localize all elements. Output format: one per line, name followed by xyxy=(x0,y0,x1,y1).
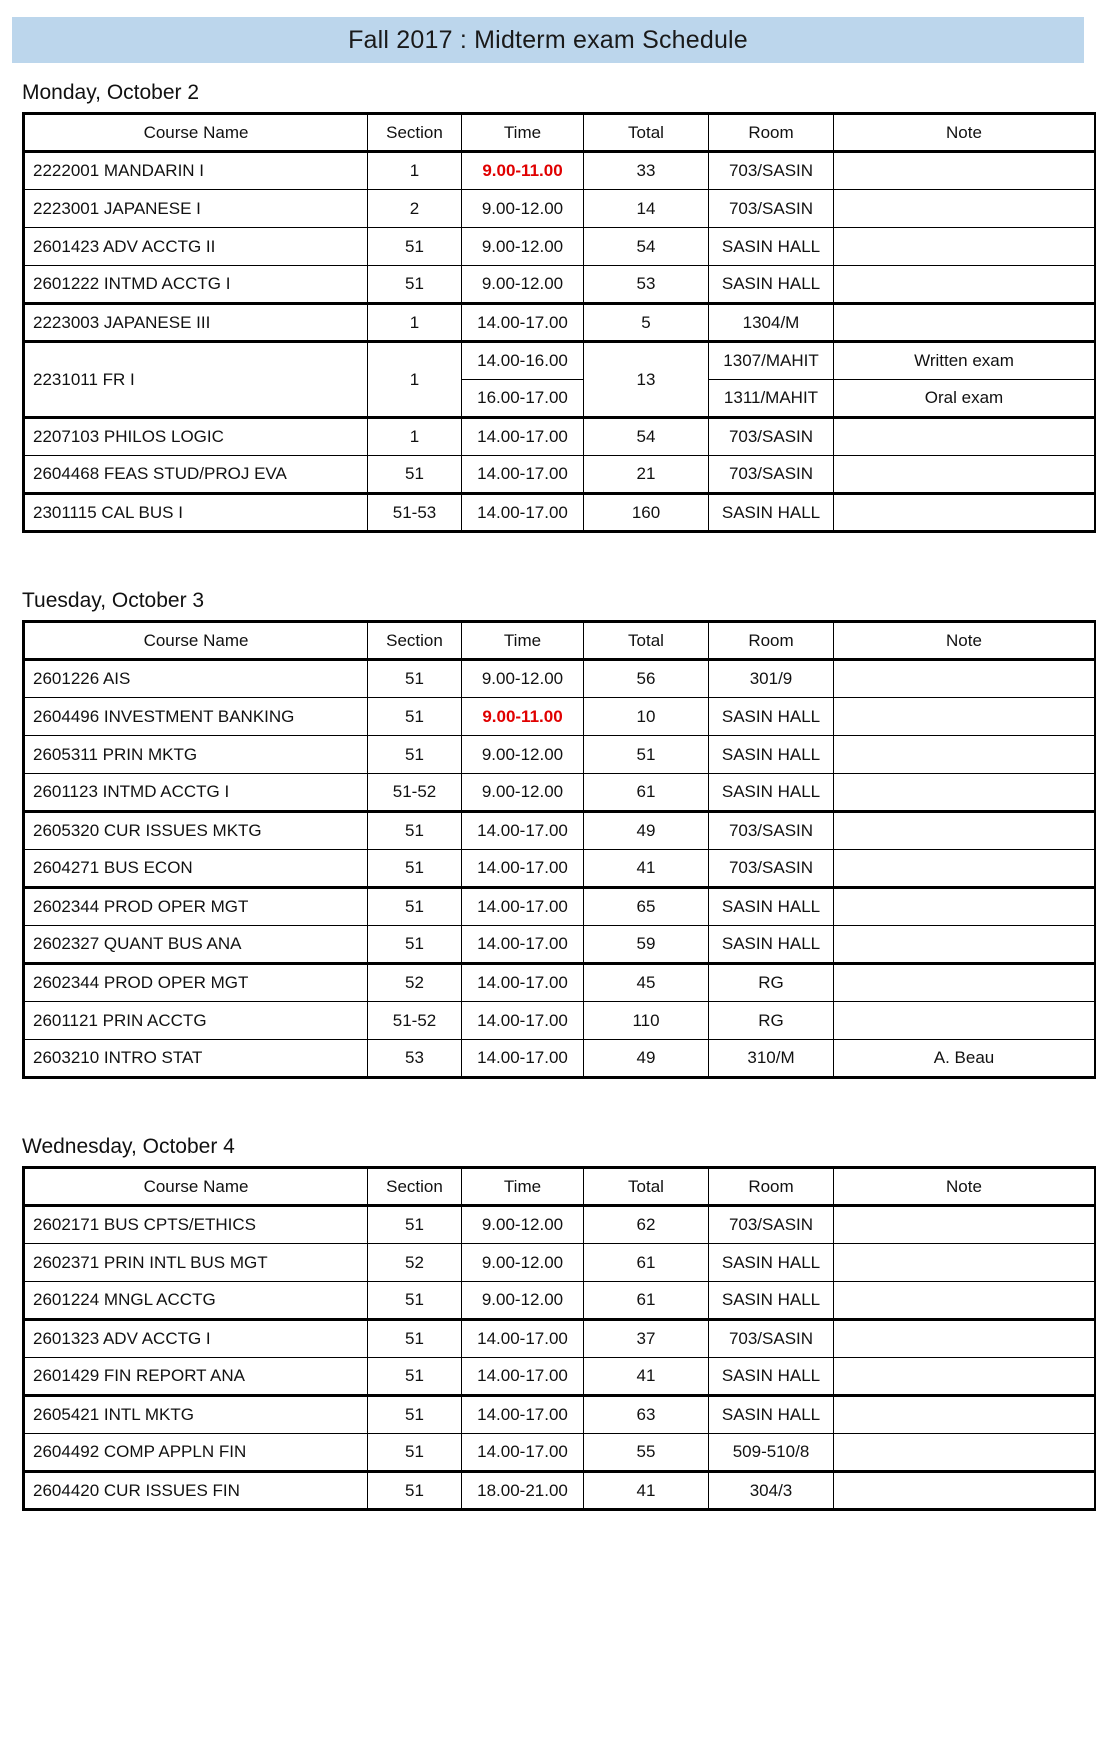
cell-course: 2601121 PRIN ACCTG xyxy=(24,1002,368,1040)
cell-total: 59 xyxy=(584,926,709,964)
cell-course: 2602171 BUS CPTS/ETHICS xyxy=(24,1206,368,1244)
cell-time: 14.00-17.00 xyxy=(462,494,584,532)
column-header-total: Total xyxy=(584,1168,709,1206)
table-row xyxy=(24,190,1096,228)
cell-note xyxy=(834,926,1096,964)
cell-total: 63 xyxy=(584,1396,709,1434)
cell-total: 61 xyxy=(584,774,709,812)
section-spacer xyxy=(12,533,1084,571)
table-row xyxy=(24,1040,1096,1078)
cell-section: 51 xyxy=(368,812,462,850)
cell-time: 14.00-17.00 xyxy=(462,1320,584,1358)
cell-room: SASIN HALL xyxy=(709,926,834,964)
cell-total: 51 xyxy=(584,736,709,774)
cell-section: 51 xyxy=(368,1472,462,1510)
cell-note xyxy=(834,698,1096,736)
cell-total: 49 xyxy=(584,1040,709,1078)
cell-note xyxy=(834,228,1096,266)
cell-section: 51 xyxy=(368,456,462,494)
cell-section: 51 xyxy=(368,1206,462,1244)
cell-note xyxy=(834,850,1096,888)
cell-time: 9.00-12.00 xyxy=(462,660,584,698)
table-row xyxy=(24,1358,1096,1396)
column-header-room: Room xyxy=(709,114,834,152)
cell-section: 51-52 xyxy=(368,1002,462,1040)
cell-course: 2605320 CUR ISSUES MKTG xyxy=(24,812,368,850)
cell-course: 2601224 MNGL ACCTG xyxy=(24,1282,368,1320)
cell-note: Oral exam xyxy=(834,380,1096,418)
cell-section: 51 xyxy=(368,1434,462,1472)
cell-section: 2 xyxy=(368,190,462,228)
cell-time: 14.00-17.00 xyxy=(462,926,584,964)
cell-room: 1311/MAHIT xyxy=(709,380,834,418)
cell-note xyxy=(834,1434,1096,1472)
table-row xyxy=(24,698,1096,736)
cell-section: 51 xyxy=(368,1358,462,1396)
cell-total: 10 xyxy=(584,698,709,736)
cell-time: 14.00-17.00 xyxy=(462,850,584,888)
highlighted-time: 9.00-11.00 xyxy=(482,161,563,180)
cell-total: 55 xyxy=(584,1434,709,1472)
column-header-room: Room xyxy=(709,1168,834,1206)
cell-time: 14.00-17.00 xyxy=(462,418,584,456)
cell-total: 65 xyxy=(584,888,709,926)
cell-note xyxy=(834,1244,1096,1282)
column-header-room: Room xyxy=(709,622,834,660)
cell-total: 37 xyxy=(584,1320,709,1358)
cell-total: 54 xyxy=(584,228,709,266)
table-header-row xyxy=(24,1168,1096,1206)
cell-room: SASIN HALL xyxy=(709,774,834,812)
cell-room: 301/9 xyxy=(709,660,834,698)
cell-note xyxy=(834,964,1096,1002)
cell-course: 2222001 MANDARIN I xyxy=(24,152,368,190)
table-row xyxy=(24,1434,1096,1472)
cell-room: 703/SASIN xyxy=(709,850,834,888)
table-row xyxy=(24,888,1096,926)
cell-note xyxy=(834,1320,1096,1358)
column-header-course: Course Name xyxy=(24,622,368,660)
table-row xyxy=(24,418,1096,456)
cell-note xyxy=(834,774,1096,812)
cell-time: 14.00-17.00 xyxy=(462,456,584,494)
cell-room: 703/SASIN xyxy=(709,1320,834,1358)
cell-section: 51 xyxy=(368,1396,462,1434)
cell-section: 51 xyxy=(368,1282,462,1320)
column-header-time: Time xyxy=(462,622,584,660)
cell-note xyxy=(834,888,1096,926)
cell-room: 1307/MAHIT xyxy=(709,342,834,380)
exam-schedule-table xyxy=(22,1166,1096,1511)
table-row xyxy=(24,228,1096,266)
cell-time: 9.00-12.00 xyxy=(462,1244,584,1282)
table-row xyxy=(24,304,1096,342)
cell-section: 51-52 xyxy=(368,774,462,812)
cell-section: 51 xyxy=(368,228,462,266)
cell-room: 703/SASIN xyxy=(709,190,834,228)
cell-course: 2601429 FIN REPORT ANA xyxy=(24,1358,368,1396)
table-row xyxy=(24,812,1096,850)
cell-total: 53 xyxy=(584,266,709,304)
cell-room: 703/SASIN xyxy=(709,812,834,850)
cell-course: 2223001 JAPANESE I xyxy=(24,190,368,228)
cell-time xyxy=(462,698,584,736)
cell-total: 56 xyxy=(584,660,709,698)
cell-room: RG xyxy=(709,1002,834,1040)
cell-time: 14.00-17.00 xyxy=(462,1040,584,1078)
cell-time: 14.00-16.00 xyxy=(462,342,584,380)
cell-time: 14.00-17.00 xyxy=(462,304,584,342)
cell-note xyxy=(834,1282,1096,1320)
cell-room: 304/3 xyxy=(709,1472,834,1510)
cell-section: 51 xyxy=(368,888,462,926)
table-row xyxy=(24,1244,1096,1282)
cell-room: SASIN HALL xyxy=(709,228,834,266)
table-row xyxy=(24,342,1096,380)
cell-note xyxy=(834,456,1096,494)
cell-course: 2604420 CUR ISSUES FIN xyxy=(24,1472,368,1510)
table-row xyxy=(24,494,1096,532)
cell-room: SASIN HALL xyxy=(709,736,834,774)
cell-room: SASIN HALL xyxy=(709,266,834,304)
cell-total: 14 xyxy=(584,190,709,228)
table-header-row xyxy=(24,114,1096,152)
cell-room: SASIN HALL xyxy=(709,1358,834,1396)
cell-note xyxy=(834,494,1096,532)
cell-time: 14.00-17.00 xyxy=(462,1358,584,1396)
cell-section: 1 xyxy=(368,304,462,342)
exam-schedule-table xyxy=(22,620,1096,1079)
cell-course: 2601226 AIS xyxy=(24,660,368,698)
cell-room: RG xyxy=(709,964,834,1002)
cell-total: 49 xyxy=(584,812,709,850)
table-row xyxy=(24,1206,1096,1244)
cell-course: 2602344 PROD OPER MGT xyxy=(24,888,368,926)
cell-total: 62 xyxy=(584,1206,709,1244)
cell-total: 5 xyxy=(584,304,709,342)
cell-time: 14.00-17.00 xyxy=(462,1434,584,1472)
cell-note xyxy=(834,660,1096,698)
cell-section: 52 xyxy=(368,1244,462,1282)
cell-room: 703/SASIN xyxy=(709,152,834,190)
cell-note xyxy=(834,736,1096,774)
cell-total: 54 xyxy=(584,418,709,456)
cell-course: 2301115 CAL BUS I xyxy=(24,494,368,532)
cell-room: SASIN HALL xyxy=(709,494,834,532)
cell-course: 2602344 PROD OPER MGT xyxy=(24,964,368,1002)
cell-course: 2602371 PRIN INTL BUS MGT xyxy=(24,1244,368,1282)
cell-time: 9.00-12.00 xyxy=(462,774,584,812)
section-spacer xyxy=(12,1079,1084,1117)
cell-course: 2207103 PHILOS LOGIC xyxy=(24,418,368,456)
cell-room: 703/SASIN xyxy=(709,1206,834,1244)
cell-total: 21 xyxy=(584,456,709,494)
cell-course: 2603210 INTRO STAT xyxy=(24,1040,368,1078)
table-row xyxy=(24,736,1096,774)
cell-room: 703/SASIN xyxy=(709,456,834,494)
table-row xyxy=(24,774,1096,812)
cell-note: Written exam xyxy=(834,342,1096,380)
cell-time: 14.00-17.00 xyxy=(462,964,584,1002)
cell-section: 51 xyxy=(368,266,462,304)
cell-time: 9.00-12.00 xyxy=(462,1282,584,1320)
cell-total: 110 xyxy=(584,1002,709,1040)
cell-total: 41 xyxy=(584,1358,709,1396)
cell-course: 2604468 FEAS STUD/PROJ EVA xyxy=(24,456,368,494)
cell-course: 2601423 ADV ACCTG II xyxy=(24,228,368,266)
cell-course: 2231011 FR I xyxy=(24,342,368,418)
column-header-total: Total xyxy=(584,114,709,152)
cell-time: 14.00-17.00 xyxy=(462,1002,584,1040)
cell-section: 1 xyxy=(368,152,462,190)
table-row xyxy=(24,850,1096,888)
cell-time xyxy=(462,152,584,190)
table-row xyxy=(24,266,1096,304)
column-header-section: Section xyxy=(368,114,462,152)
day-heading: Wednesday, October 4 xyxy=(22,1135,235,1158)
cell-section: 51 xyxy=(368,736,462,774)
cell-total: 160 xyxy=(584,494,709,532)
cell-section: 51 xyxy=(368,850,462,888)
table-header-row xyxy=(24,622,1096,660)
column-header-course: Course Name xyxy=(24,114,368,152)
cell-note xyxy=(834,418,1096,456)
column-header-section: Section xyxy=(368,1168,462,1206)
column-header-note: Note xyxy=(834,1168,1096,1206)
column-header-section: Section xyxy=(368,622,462,660)
cell-room: SASIN HALL xyxy=(709,1282,834,1320)
cell-section: 51 xyxy=(368,660,462,698)
cell-note xyxy=(834,1396,1096,1434)
table-row xyxy=(24,152,1096,190)
cell-section: 52 xyxy=(368,964,462,1002)
cell-course: 2605311 PRIN MKTG xyxy=(24,736,368,774)
days-container xyxy=(12,81,1084,1511)
day-heading: Monday, October 2 xyxy=(22,81,200,104)
cell-section: 53 xyxy=(368,1040,462,1078)
table-row xyxy=(24,660,1096,698)
table-row xyxy=(24,456,1096,494)
page-title: Fall 2017 : Midterm exam Schedule xyxy=(348,25,748,54)
cell-note xyxy=(834,266,1096,304)
column-header-note: Note xyxy=(834,114,1096,152)
cell-note xyxy=(834,152,1096,190)
column-header-course: Course Name xyxy=(24,1168,368,1206)
cell-room: 310/M xyxy=(709,1040,834,1078)
cell-course: 2604271 BUS ECON xyxy=(24,850,368,888)
cell-total: 45 xyxy=(584,964,709,1002)
table-row xyxy=(24,926,1096,964)
cell-time: 14.00-17.00 xyxy=(462,888,584,926)
column-header-total: Total xyxy=(584,622,709,660)
cell-course: 2601123 INTMD ACCTG I xyxy=(24,774,368,812)
cell-room: 509-510/8 xyxy=(709,1434,834,1472)
cell-course: 2601222 INTMD ACCTG I xyxy=(24,266,368,304)
cell-room: SASIN HALL xyxy=(709,888,834,926)
cell-note xyxy=(834,812,1096,850)
column-header-note: Note xyxy=(834,622,1096,660)
page-title-band xyxy=(12,17,1084,63)
day-heading: Tuesday, October 3 xyxy=(22,589,205,612)
cell-total: 41 xyxy=(584,1472,709,1510)
cell-time: 9.00-12.00 xyxy=(462,228,584,266)
cell-course: 2604492 COMP APPLN FIN xyxy=(24,1434,368,1472)
column-header-time: Time xyxy=(462,114,584,152)
cell-note xyxy=(834,1472,1096,1510)
table-row xyxy=(24,1472,1096,1510)
cell-room: 703/SASIN xyxy=(709,418,834,456)
cell-course: 2604496 INVESTMENT BANKING xyxy=(24,698,368,736)
exam-schedule-table xyxy=(22,112,1096,533)
cell-total: 61 xyxy=(584,1244,709,1282)
cell-total: 41 xyxy=(584,850,709,888)
cell-section: 1 xyxy=(368,342,462,418)
cell-course: 2601323 ADV ACCTG I xyxy=(24,1320,368,1358)
cell-course: 2602327 QUANT BUS ANA xyxy=(24,926,368,964)
cell-time: 9.00-12.00 xyxy=(462,190,584,228)
cell-total: 61 xyxy=(584,1282,709,1320)
cell-time: 9.00-12.00 xyxy=(462,266,584,304)
table-row xyxy=(24,1320,1096,1358)
cell-section: 1 xyxy=(368,418,462,456)
cell-note: A. Beau xyxy=(834,1040,1096,1078)
highlighted-time: 9.00-11.00 xyxy=(482,706,563,726)
exam-schedule-page xyxy=(0,17,1096,1738)
cell-note xyxy=(834,304,1096,342)
cell-note xyxy=(834,190,1096,228)
cell-room: 1304/M xyxy=(709,304,834,342)
cell-time: 14.00-17.00 xyxy=(462,1396,584,1434)
cell-time: 9.00-12.00 xyxy=(462,736,584,774)
cell-time: 9.00-12.00 xyxy=(462,1206,584,1244)
cell-room: SASIN HALL xyxy=(709,1396,834,1434)
cell-total: 13 xyxy=(584,342,709,418)
cell-course: 2223003 JAPANESE III xyxy=(24,304,368,342)
table-row xyxy=(24,1282,1096,1320)
cell-section: 51-53 xyxy=(368,494,462,532)
cell-section: 51 xyxy=(368,698,462,736)
cell-note xyxy=(834,1206,1096,1244)
cell-section: 51 xyxy=(368,926,462,964)
cell-course: 2605421 INTL MKTG xyxy=(24,1396,368,1434)
cell-room: SASIN HALL xyxy=(709,1244,834,1282)
cell-room: SASIN HALL xyxy=(709,698,834,736)
table-row xyxy=(24,1002,1096,1040)
cell-note xyxy=(834,1358,1096,1396)
column-header-time: Time xyxy=(462,1168,584,1206)
cell-total: 33 xyxy=(584,152,709,190)
cell-time: 16.00-17.00 xyxy=(462,380,584,418)
table-row xyxy=(24,1396,1096,1434)
cell-section: 51 xyxy=(368,1320,462,1358)
cell-time: 18.00-21.00 xyxy=(462,1472,584,1510)
table-row xyxy=(24,964,1096,1002)
cell-note xyxy=(834,1002,1096,1040)
cell-time: 14.00-17.00 xyxy=(462,812,584,850)
